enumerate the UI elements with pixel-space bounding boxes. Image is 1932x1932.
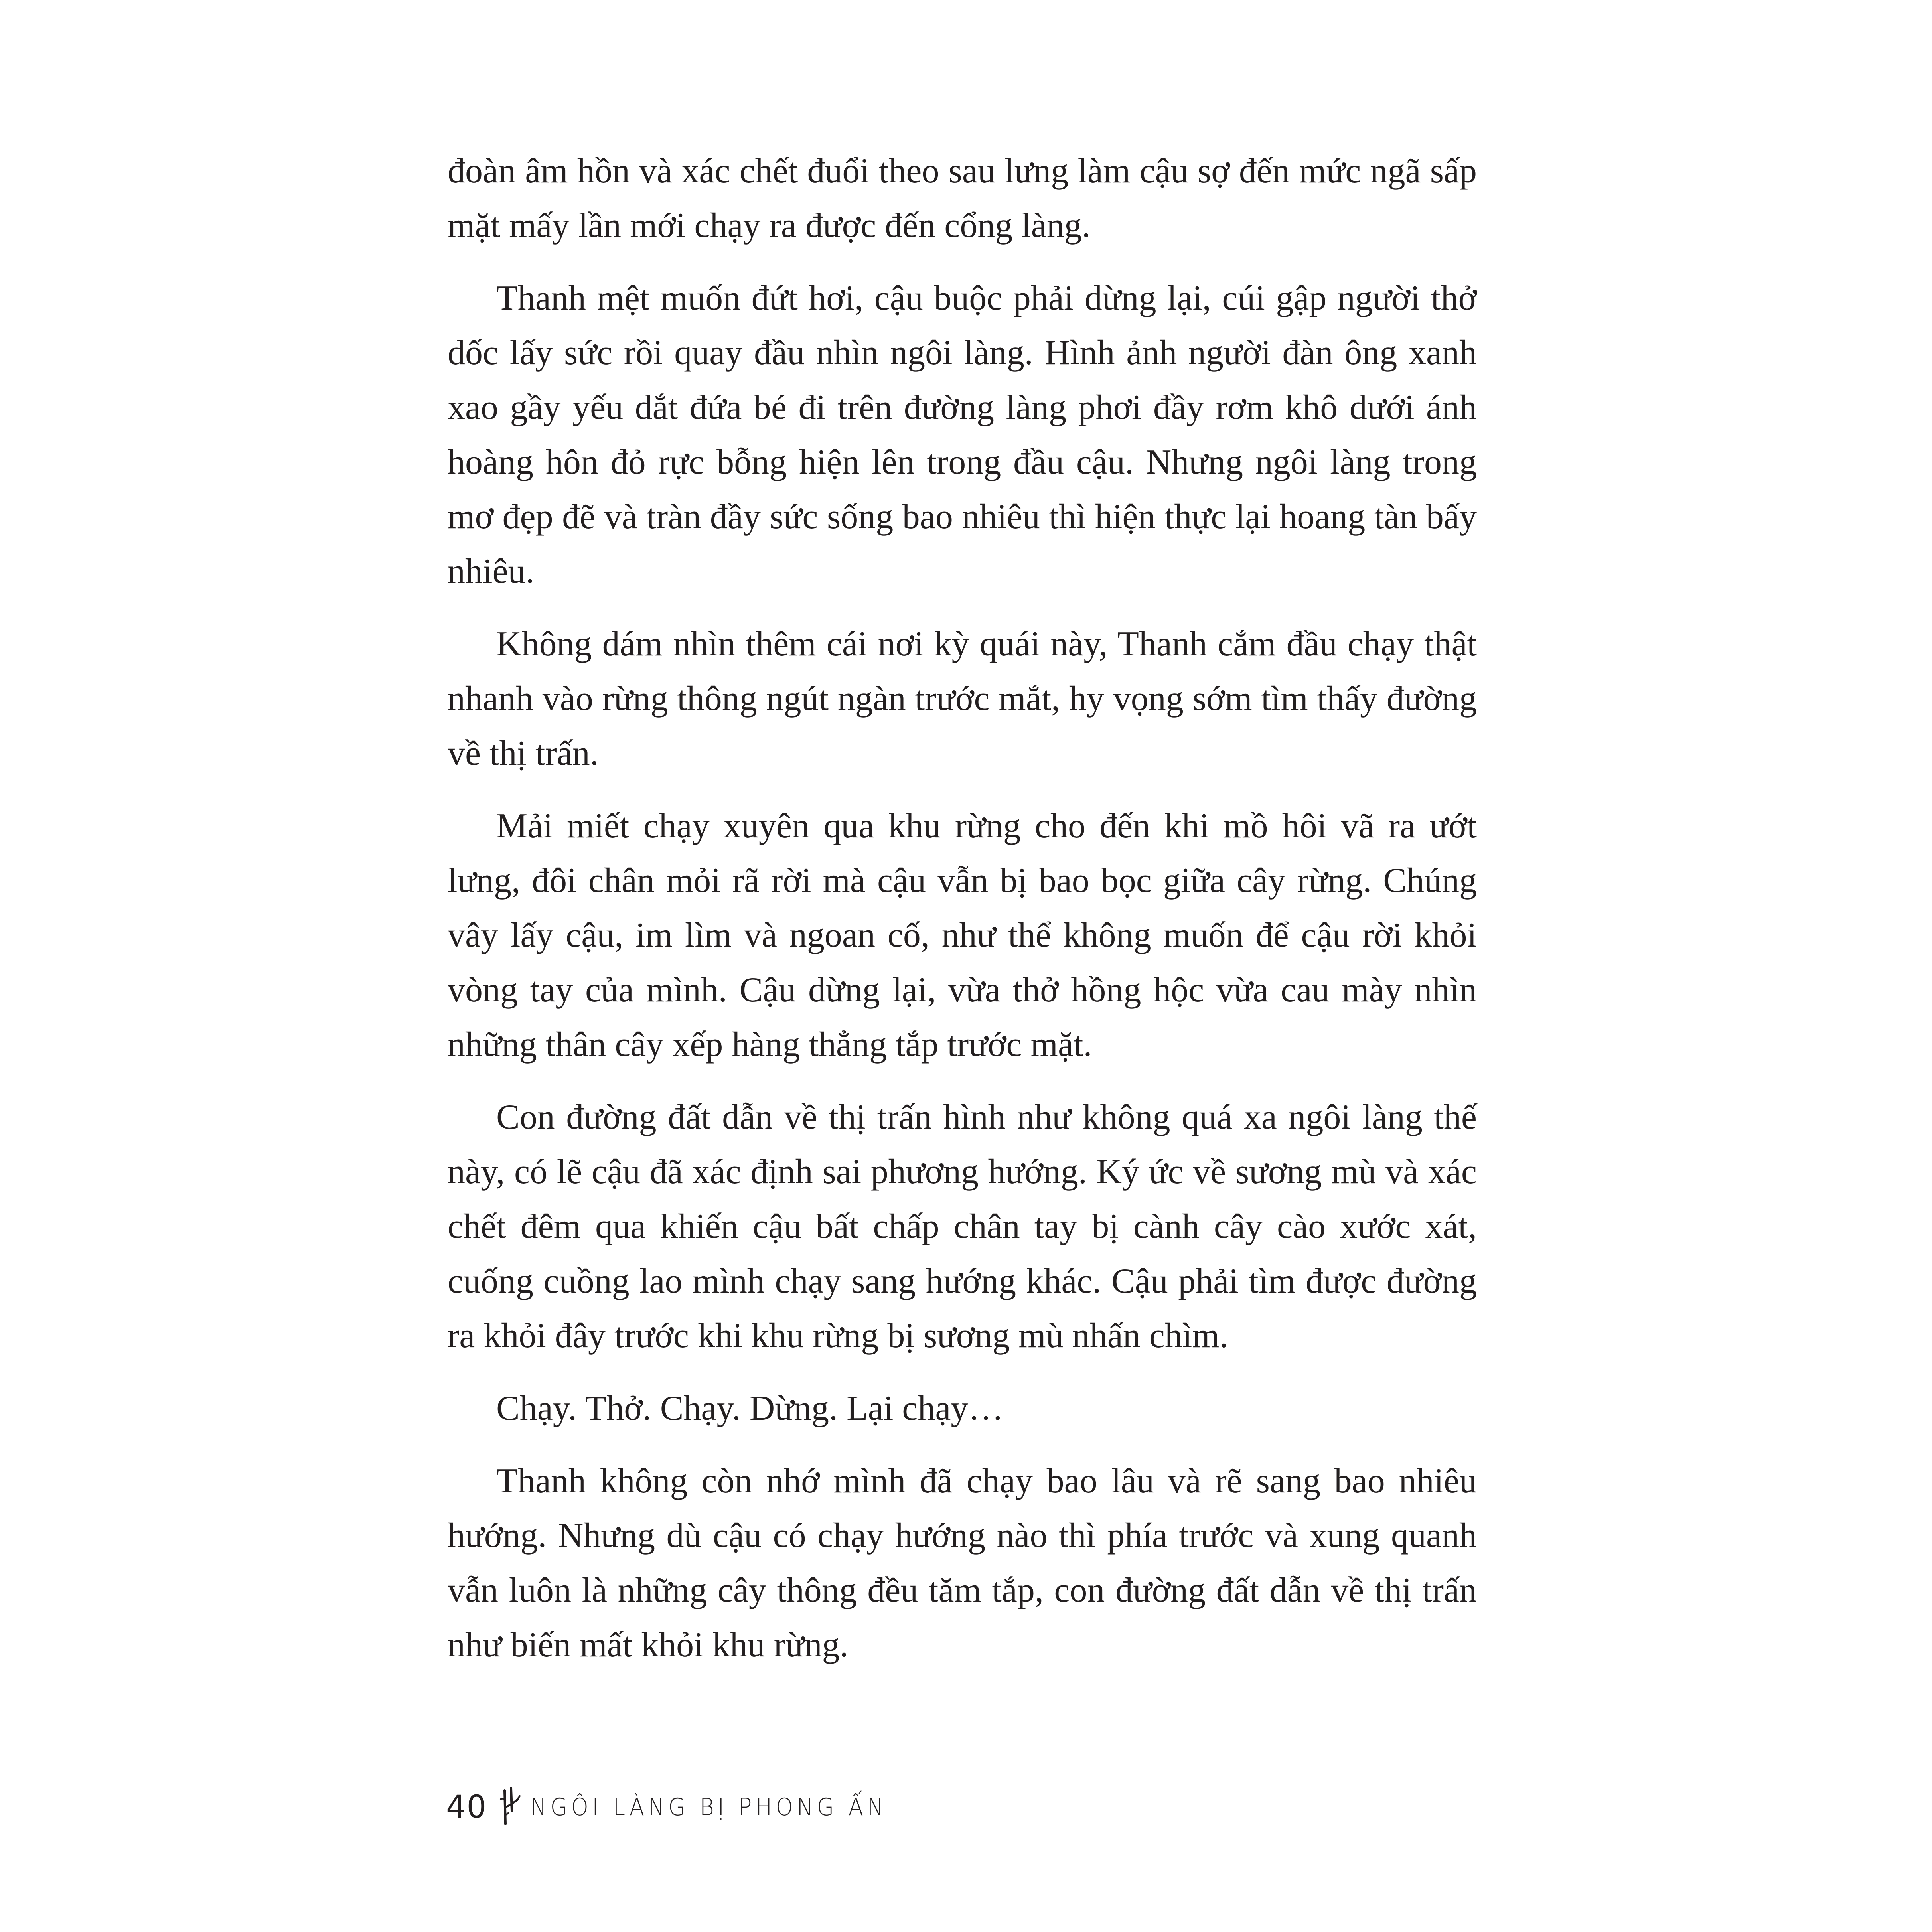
paragraph-1: đoàn âm hồn và xác chết đuổi theo sau lưng làm cậu sợ đến mức ngã sấp mặt mấy lần mới chạy ra được đến cổng làng. (448, 152, 1477, 245)
running-title: NGÔI LÀNG BỊ PHONG ẤN (530, 1793, 888, 1821)
paragraph-2: Thanh mệt muốn đứt hơi, cậu buộc phải dừng lại, cúi gập người thở dốc lấy sức rồi quay đầu nhìn ngôi làng. Hình ảnh người đàn ông xanh xao gầy yếu dắt đứa bé đi trên đường làng phơi đầy rơm khô dưới ánh hoàng hôn đỏ rực bỗng hiện lên trong đầu cậu. Nhưng ngôi làng trong mơ đẹp đẽ và tràn đầy sức sống bao nhiêu thì hiện thực lại hoang tàn bấy nhiêu. (448, 279, 1477, 591)
paragraph-5: Con đường đất dẫn về thị trấn hình như không quá xa ngôi làng thế này, có lẽ cậu đã xác định sai phương hướng. Ký ức về sương mù và xác chết đêm qua khiến cậu bất chấp chân tay bị cành cây cào xước xát, cuống cuồng lao mình chạy sang hướng khác. Cậu phải tìm được đường ra khỏi đây trước khi khu rừng bị sương mù nhấn chìm. (448, 1098, 1477, 1355)
paragraph-7: Thanh không còn nhớ mình đã chạy bao lâu và rẽ sang bao nhiêu hướng. Nhưng dù cậu có chạy hướng nào thì phía trước và xung quanh vẫn luôn là những cây thông đều tăm tắp, con đường đất dẫn về thị trấn như biến mất khỏi khu rừng. (448, 1462, 1477, 1664)
paragraph-6: Chạy. Thở. Chạy. Dừng. Lại chạy… (496, 1389, 1004, 1428)
page-number: 40 (446, 1789, 487, 1825)
page-footer (446, 1785, 918, 1829)
bamboo-ornament-icon (497, 1787, 521, 1827)
paragraph-3: Không dám nhìn thêm cái nơi kỳ quái này, Thanh cắm đầu chạy thật nhanh vào rừng thông ngút ngàn trước mắt, hy vọng sớm tìm thấy đường về thị trấn. (448, 625, 1477, 773)
body-text (448, 144, 1477, 1690)
paragraph-4: Mải miết chạy xuyên qua khu rừng cho đến khi mồ hôi vã ra ướt lưng, đôi chân mỏi rã rời mà cậu vẫn bị bao bọc giữa cây rừng. Chúng vây lấy cậu, im lìm và ngoan cố, như thể không muốn để cậu rời khỏi vòng tay của mình. Cậu dừng lại, vừa thở hồng hộc vừa cau mày nhìn những thân cây xếp hàng thẳng tắp trước mặt. (448, 807, 1477, 1064)
